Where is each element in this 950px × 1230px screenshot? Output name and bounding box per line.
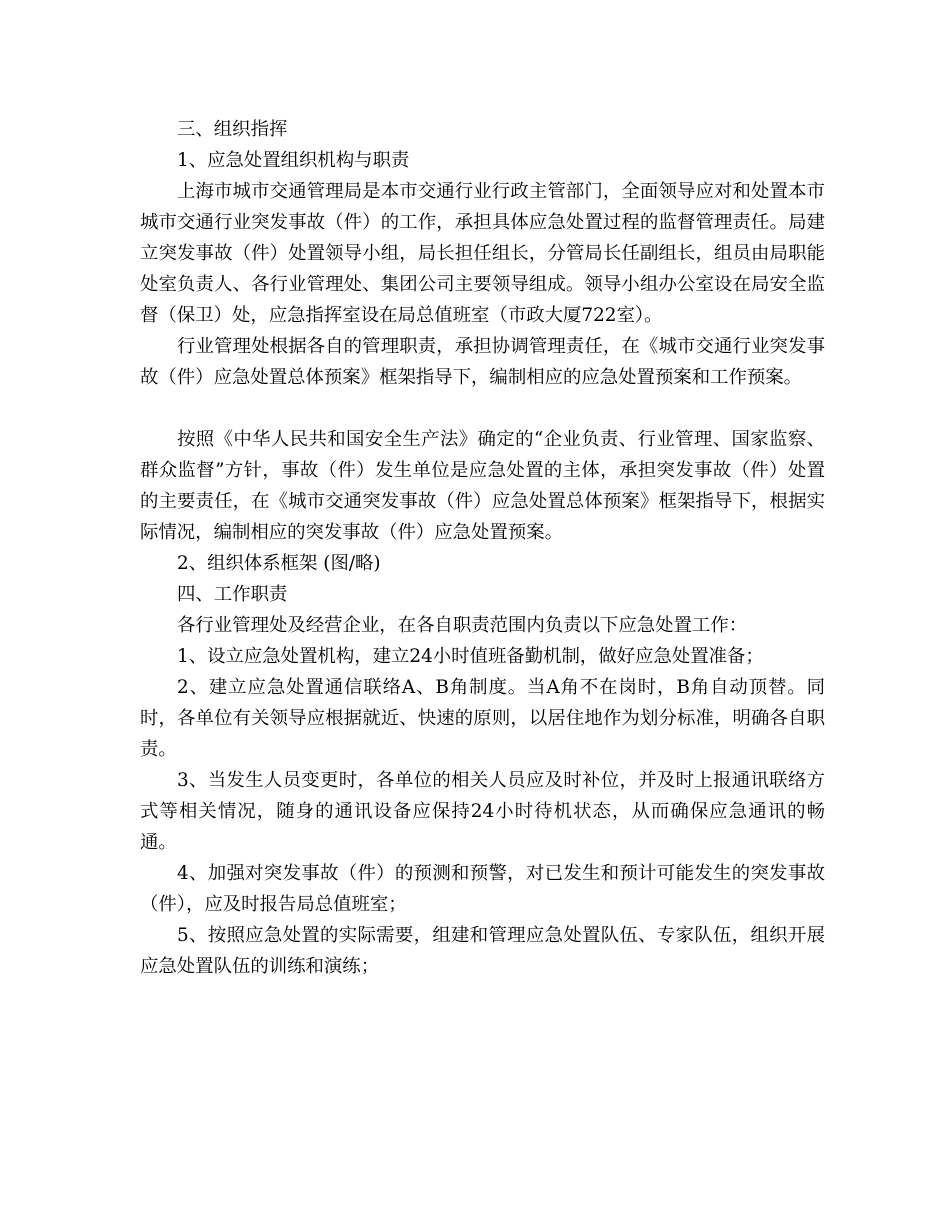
- list-item-duty-4: 4、加强对突发事故（件）的预测和预警，对已发生和预计可能发生的突发事故（件），应及时报告局总值班室；: [140, 863, 825, 915]
- document-body: [140, 114, 825, 982]
- list-item-duty-2: 2、建立应急处置通信联络A、B角制度。当A角不在岗时，B角自动顶替。同时，各单位有关领导应根据就近、快速的原则，以居住地作为划分标准，明确各自职责。: [140, 677, 825, 760]
- list-item-duty-1: 1、设立应急处置机构，建立24小时值班备勤机制，做好应急处置准备；: [177, 646, 764, 667]
- paragraph-duties-intro: 各行业管理处及经营企业，在各自职责范围内负责以下应急处置工作：: [177, 615, 748, 636]
- section-heading-work-duties: 四、工作职责: [177, 584, 288, 605]
- section-heading-organization-command: 三、组织指挥: [177, 119, 288, 140]
- paragraph-safety-law: 按照《中华人民共和国安全生产法》确定的“企业负责、行业管理、国家监察、群众监督”方针，事故（件）发生单位是应急处置的主体，承担突发事故（件）处置的主要责任，在《城市交通突发事故（件）应急处置总体预案》框架指导下，根据实际情况，编制相应的突发事故（件）应急处置预案。: [140, 429, 825, 543]
- list-item-duty-3: 3、当发生人员变更时，各单位的相关人员应及时补位，并及时上报通讯联络方式等相关情况，随身的通讯设备应保持24小时待机状态，从而确保应急通讯的畅通。: [140, 770, 825, 853]
- paragraph-bureau-responsibility: 上海市城市交通管理局是本市交通行业行政主管部门，全面领导应对和处置本市城市交通行业突发事故（件）的工作，承担具体应急处置过程的监督管理责任。局建立突发事故（件）处置领导小组，局长担任组长，分管局长任副组长，组员由局职能处室负责人、各行业管理处、集团公司主要领导组成。领导小组办公室设在局安全监督（保卫）处，应急指挥室设在局总值班室（市政大厦722室）。: [140, 181, 825, 326]
- paragraph-industry-management: 行业管理处根据各自的管理职责，承担协调管理责任，在《城市交通行业突发事故（件）应急处置总体预案》框架指导下，编制相应的应急处置预案和工作预案。: [140, 336, 825, 388]
- subsection-heading-organization-structure: 1、应急处置组织机构与职责: [177, 150, 410, 171]
- subsection-heading-framework: 2、组织体系框架 (图/略): [177, 553, 381, 574]
- list-item-duty-5: 5、按照应急处置的实际需要，组建和管理应急处置队伍、专家队伍，组织开展应急处置队伍的训练和演练；: [140, 925, 825, 977]
- paragraph-spacer: [140, 393, 825, 424]
